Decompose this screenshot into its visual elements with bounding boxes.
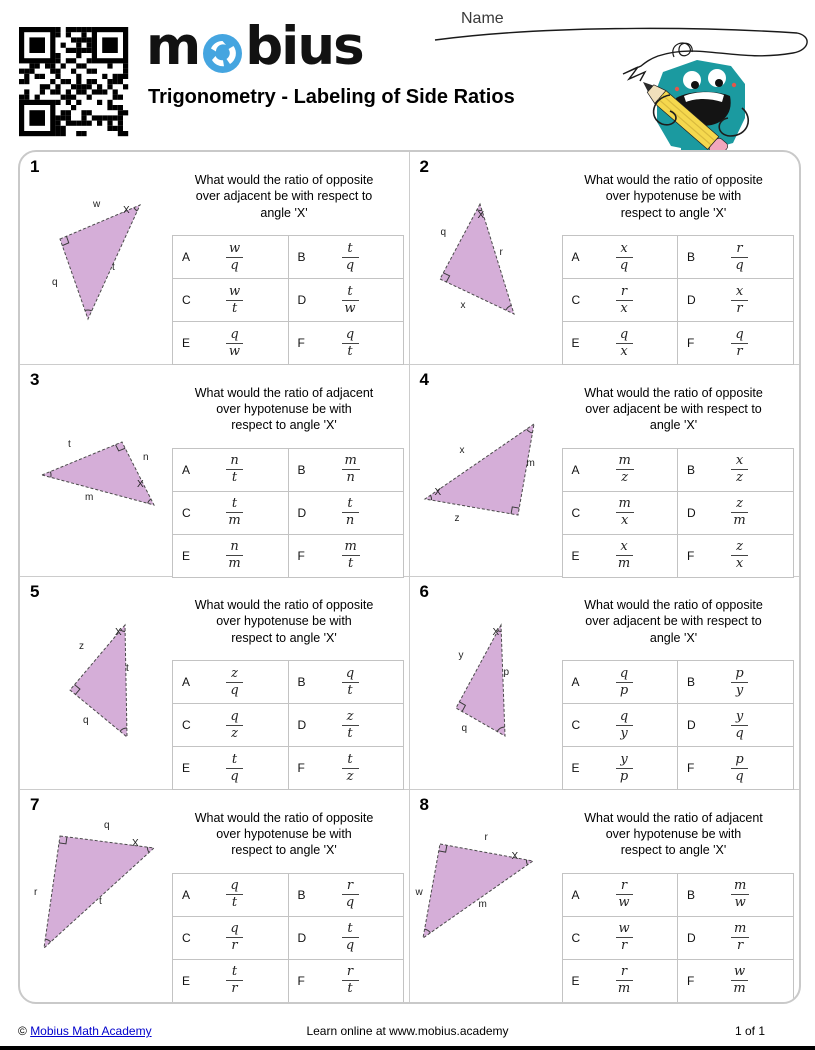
fraction: $\frac{m}{n}$ — [342, 454, 360, 484]
option-letter: D — [687, 293, 696, 307]
problem-3 — [20, 365, 410, 578]
answer-option-d[interactable] — [678, 704, 793, 746]
option-letter: A — [182, 462, 191, 477]
answer-option-b[interactable] — [289, 661, 404, 703]
question-text: What would the ratio of opposite over adjacent be with respect to angle 'X' — [194, 173, 374, 220]
side-label: y — [458, 650, 464, 661]
qr-code — [18, 26, 130, 138]
angle-label: X — [511, 850, 519, 862]
side-label: q — [461, 723, 468, 734]
answer-table — [562, 448, 794, 578]
answer-option-c[interactable] — [563, 704, 679, 746]
option-letter: C — [571, 505, 581, 520]
fraction: $\frac{t}{r}$ — [226, 965, 243, 995]
fraction: $\frac{y}{q}$ — [731, 710, 748, 740]
option-letter: F — [297, 548, 305, 563]
side-label: p — [503, 667, 510, 678]
option-letter: F — [297, 761, 305, 775]
fraction: $\frac{w}{r}$ — [616, 922, 633, 952]
mobius-o-icon — [202, 30, 243, 71]
option-letter: E — [571, 548, 580, 563]
option-letter: B — [687, 675, 696, 689]
problem-5 — [20, 577, 410, 790]
answer-option-e[interactable] — [173, 322, 289, 364]
option-letter: F — [297, 973, 305, 988]
option-letter: A — [571, 250, 580, 264]
answer-option-e[interactable] — [173, 960, 289, 1002]
side-label: t — [68, 438, 71, 450]
triangle-figure — [418, 413, 553, 528]
option-letter: F — [297, 336, 305, 350]
side-label: m — [478, 898, 487, 910]
side-label: r — [499, 247, 503, 258]
problem-number: 6 — [419, 582, 429, 601]
fraction: $\frac{y}{p}$ — [616, 753, 633, 783]
problem-number: 8 — [419, 794, 429, 814]
problem-6 — [410, 577, 800, 790]
angle-label: X — [123, 205, 130, 216]
answer-option-d[interactable] — [289, 704, 404, 746]
option-letter: E — [571, 973, 580, 988]
footer-center-text: Learn online at www.mobius.academy — [306, 1024, 509, 1038]
academy-link[interactable]: Mobius Math Academy — [30, 1024, 152, 1038]
answer-option-c[interactable] — [173, 917, 289, 959]
answer-option-f[interactable] — [289, 960, 404, 1002]
answer-option-b[interactable] — [289, 449, 404, 491]
option-letter: E — [571, 336, 580, 350]
angle-label: X — [115, 627, 122, 638]
fraction: $\frac{q}{x}$ — [616, 328, 633, 358]
fraction: $\frac{q}{t}$ — [226, 879, 243, 909]
answer-option-b[interactable] — [678, 661, 793, 703]
problem-number: 4 — [419, 369, 429, 389]
option-letter: A — [182, 250, 191, 264]
side-label: m — [85, 491, 94, 503]
triangle-figure — [34, 820, 169, 960]
answer-option-f[interactable] — [678, 535, 793, 577]
answer-option-a[interactable] — [173, 449, 289, 491]
fraction: $\frac{t}{w}$ — [342, 285, 359, 315]
triangle-figure — [48, 192, 158, 332]
fraction: $\frac{x}{m}$ — [616, 540, 633, 570]
answer-option-c[interactable] — [563, 917, 679, 959]
option-letter: E — [571, 761, 580, 775]
answer-option-b[interactable] — [289, 236, 404, 278]
fraction: $\frac{t}{n}$ — [342, 497, 359, 527]
side-label: t — [112, 262, 115, 273]
side-label: z — [454, 512, 460, 524]
option-letter: C — [182, 293, 191, 307]
option-letter: F — [687, 761, 695, 775]
fraction: $\frac{m}{t}$ — [342, 540, 360, 570]
side-label: q — [440, 227, 447, 238]
answer-option-a[interactable] — [173, 874, 289, 916]
option-letter: B — [687, 887, 696, 902]
logo-text-bius: bius — [245, 16, 363, 77]
side-label: x — [459, 444, 465, 456]
answer-table — [562, 235, 794, 365]
side-label: q — [104, 819, 110, 831]
fraction: $\frac{r}{m}$ — [616, 965, 633, 995]
answer-option-c[interactable] — [173, 279, 289, 321]
fraction: $\frac{m}{z}$ — [616, 454, 634, 484]
fraction: $\frac{q}{z}$ — [226, 710, 243, 740]
question-text: What would the ratio of opposite over hypotenuse be with respect to angle 'X' — [194, 598, 374, 645]
answer-option-d[interactable] — [678, 917, 793, 959]
side-label: w — [93, 199, 101, 210]
logo-text-m: m — [146, 16, 200, 77]
answer-option-c[interactable] — [563, 279, 679, 321]
answer-option-b[interactable] — [289, 874, 404, 916]
problem-2 — [410, 152, 800, 365]
option-letter: B — [297, 675, 306, 689]
triangle-figure — [34, 430, 164, 520]
side-label: q — [83, 715, 89, 726]
fraction: $\frac{r}{q}$ — [731, 242, 748, 272]
answer-option-e[interactable] — [563, 535, 679, 577]
answer-option-f[interactable] — [289, 535, 404, 577]
side-label: r — [34, 886, 38, 898]
option-letter: F — [687, 548, 695, 563]
fraction: $\frac{r}{t}$ — [342, 965, 359, 995]
answer-table — [172, 660, 404, 790]
answer-option-e[interactable] — [563, 747, 679, 789]
answer-option-f[interactable] — [289, 747, 404, 789]
side-label: t — [99, 895, 102, 907]
fraction: $\frac{r}{x}$ — [616, 285, 633, 315]
problem-number: 2 — [419, 157, 429, 176]
problem-7 — [20, 790, 410, 1003]
answer-option-b[interactable] — [678, 874, 793, 916]
answer-option-a[interactable] — [563, 236, 679, 278]
answer-option-d[interactable] — [678, 279, 793, 321]
fraction: $\frac{n}{t}$ — [226, 454, 243, 484]
option-letter: B — [687, 250, 696, 264]
option-letter: C — [182, 718, 191, 732]
option-letter: A — [182, 675, 191, 689]
side-label: t — [126, 663, 129, 674]
fraction: $\frac{m}{r}$ — [731, 922, 749, 952]
answer-table — [562, 660, 794, 790]
fraction: $\frac{t}{q}$ — [342, 242, 359, 272]
option-letter: D — [297, 505, 307, 520]
option-letter: C — [571, 293, 581, 307]
fraction: $\frac{t}{q}$ — [226, 753, 243, 783]
fraction: $\frac{w}{m}$ — [731, 965, 748, 995]
option-letter: E — [182, 336, 191, 350]
option-letter: A — [571, 887, 580, 902]
answer-table — [172, 235, 404, 365]
side-label: r — [484, 831, 488, 843]
answer-table — [562, 873, 794, 1003]
option-letter: C — [182, 505, 191, 520]
fraction: $\frac{x}{r}$ — [731, 285, 748, 315]
fraction: $\frac{w}{q}$ — [226, 242, 243, 272]
side-label: z — [79, 641, 84, 652]
answer-option-c[interactable] — [173, 704, 289, 746]
worksheet-title: Trigonometry - Labeling of Side Ratios — [148, 86, 515, 108]
option-letter: F — [687, 336, 695, 350]
angle-label: X — [137, 478, 144, 490]
fraction: $\frac{q}{t}$ — [342, 328, 359, 358]
name-label: Name — [461, 10, 504, 27]
answer-option-c[interactable] — [563, 492, 679, 534]
mascot-illustration — [400, 0, 815, 175]
page-bottom-edge — [0, 1046, 815, 1050]
mobius-logo — [146, 16, 363, 77]
answer-option-d[interactable] — [289, 492, 404, 534]
question-text: What would the ratio of adjacent over hypotenuse be with respect to angle 'X' — [584, 810, 763, 857]
fraction: $\frac{q}{w}$ — [226, 328, 243, 358]
problem-number: 7 — [30, 794, 40, 814]
fraction: $\frac{t}{z}$ — [342, 753, 359, 783]
answer-table — [172, 448, 404, 578]
side-label: x — [460, 300, 466, 311]
side-label: q — [52, 277, 58, 288]
option-letter: A — [182, 887, 191, 902]
problem-number: 3 — [30, 369, 40, 389]
answer-option-a[interactable] — [563, 449, 679, 491]
question-text: What would the ratio of opposite over hypotenuse be with respect to angle 'X' — [584, 173, 763, 220]
copyright: © Mobius Math Academy — [18, 1024, 152, 1038]
answer-option-d[interactable] — [678, 492, 793, 534]
angle-label: X — [434, 486, 442, 498]
option-letter: B — [297, 250, 306, 264]
fraction: $\frac{z}{m}$ — [731, 497, 748, 527]
angle-label: X — [132, 837, 139, 849]
option-letter: C — [182, 930, 191, 945]
problem-number: 5 — [30, 582, 40, 601]
answer-option-d[interactable] — [289, 279, 404, 321]
answer-option-e[interactable] — [173, 535, 289, 577]
fraction: $\frac{x}{z}$ — [731, 454, 748, 484]
fraction: $\frac{r}{q}$ — [342, 879, 359, 909]
fraction: $\frac{z}{t}$ — [342, 710, 359, 740]
fraction: $\frac{q}{r}$ — [731, 328, 748, 358]
problems-grid — [18, 150, 801, 1004]
option-letter: A — [571, 462, 580, 477]
fraction: $\frac{p}{q}$ — [731, 753, 748, 783]
option-letter: D — [687, 930, 696, 945]
side-label: w — [415, 886, 423, 898]
fraction: $\frac{q}{p}$ — [616, 667, 633, 697]
answer-option-f[interactable] — [678, 960, 793, 1002]
page-indicator: 1 of 1 — [734, 1024, 765, 1038]
problem-8 — [410, 790, 800, 1003]
fraction: $\frac{m}{x}$ — [616, 497, 634, 527]
problem-4 — [410, 365, 800, 578]
answer-option-f[interactable] — [289, 322, 404, 364]
fraction: $\frac{x}{q}$ — [616, 242, 633, 272]
answer-option-a[interactable] — [563, 661, 679, 703]
option-letter: D — [687, 505, 696, 520]
answer-option-c[interactable] — [173, 492, 289, 534]
problem-1 — [20, 152, 410, 365]
answer-option-e[interactable] — [563, 322, 679, 364]
question-text: What would the ratio of opposite over adjacent be with respect to angle 'X' — [584, 598, 763, 645]
angle-label: X — [477, 210, 485, 221]
triangle-figure — [416, 828, 551, 953]
fraction: $\frac{m}{w}$ — [731, 879, 749, 909]
answer-option-b[interactable] — [678, 236, 793, 278]
fraction: $\frac{q}{r}$ — [226, 922, 243, 952]
angle-label: X — [492, 627, 500, 638]
option-letter: F — [687, 973, 695, 988]
fraction: $\frac{z}{x}$ — [731, 540, 748, 570]
triangle-figure — [446, 617, 521, 747]
answer-option-e[interactable] — [563, 960, 679, 1002]
problem-number: 1 — [30, 157, 40, 176]
option-letter: C — [571, 930, 581, 945]
option-letter: A — [571, 675, 580, 689]
answer-option-e[interactable] — [173, 747, 289, 789]
fraction: $\frac{t}{q}$ — [342, 922, 359, 952]
answer-option-a[interactable] — [173, 236, 289, 278]
option-letter: E — [182, 548, 191, 563]
option-letter: B — [297, 887, 306, 902]
answer-table — [172, 873, 404, 1003]
fraction: $\frac{r}{w}$ — [616, 879, 633, 909]
triangle-figure — [432, 194, 527, 324]
answer-option-b[interactable] — [678, 449, 793, 491]
option-letter: B — [297, 462, 306, 477]
fraction: $\frac{q}{y}$ — [616, 710, 633, 740]
side-label: m — [526, 457, 535, 469]
option-letter: D — [297, 930, 307, 945]
fraction: $\frac{p}{y}$ — [731, 667, 748, 697]
answer-option-f[interactable] — [678, 747, 793, 789]
option-letter: D — [297, 293, 307, 307]
option-letter: C — [571, 718, 581, 732]
question-text: What would the ratio of opposite over hypotenuse be with respect to angle 'X' — [194, 810, 374, 857]
side-label: n — [143, 451, 149, 463]
triangle-figure — [60, 617, 150, 747]
option-letter: E — [182, 761, 191, 775]
option-letter: D — [297, 718, 307, 732]
question-text: What would the ratio of adjacent over hypotenuse be with respect to angle 'X' — [194, 385, 374, 432]
answer-option-a[interactable] — [563, 874, 679, 916]
fraction: $\frac{t}{m}$ — [226, 497, 243, 527]
question-text: What would the ratio of opposite over adjacent be with respect to angle 'X' — [584, 385, 763, 432]
option-letter: B — [687, 462, 696, 477]
option-letter: D — [687, 718, 696, 732]
fraction: $\frac{z}{q}$ — [226, 667, 243, 697]
fraction: $\frac{n}{m}$ — [226, 540, 243, 570]
fraction: $\frac{w}{t}$ — [226, 285, 243, 315]
answer-option-f[interactable] — [678, 322, 793, 364]
answer-option-d[interactable] — [289, 917, 404, 959]
option-letter: E — [182, 973, 191, 988]
name-line — [435, 28, 807, 81]
fraction: $\frac{q}{t}$ — [342, 667, 359, 697]
answer-option-a[interactable] — [173, 661, 289, 703]
